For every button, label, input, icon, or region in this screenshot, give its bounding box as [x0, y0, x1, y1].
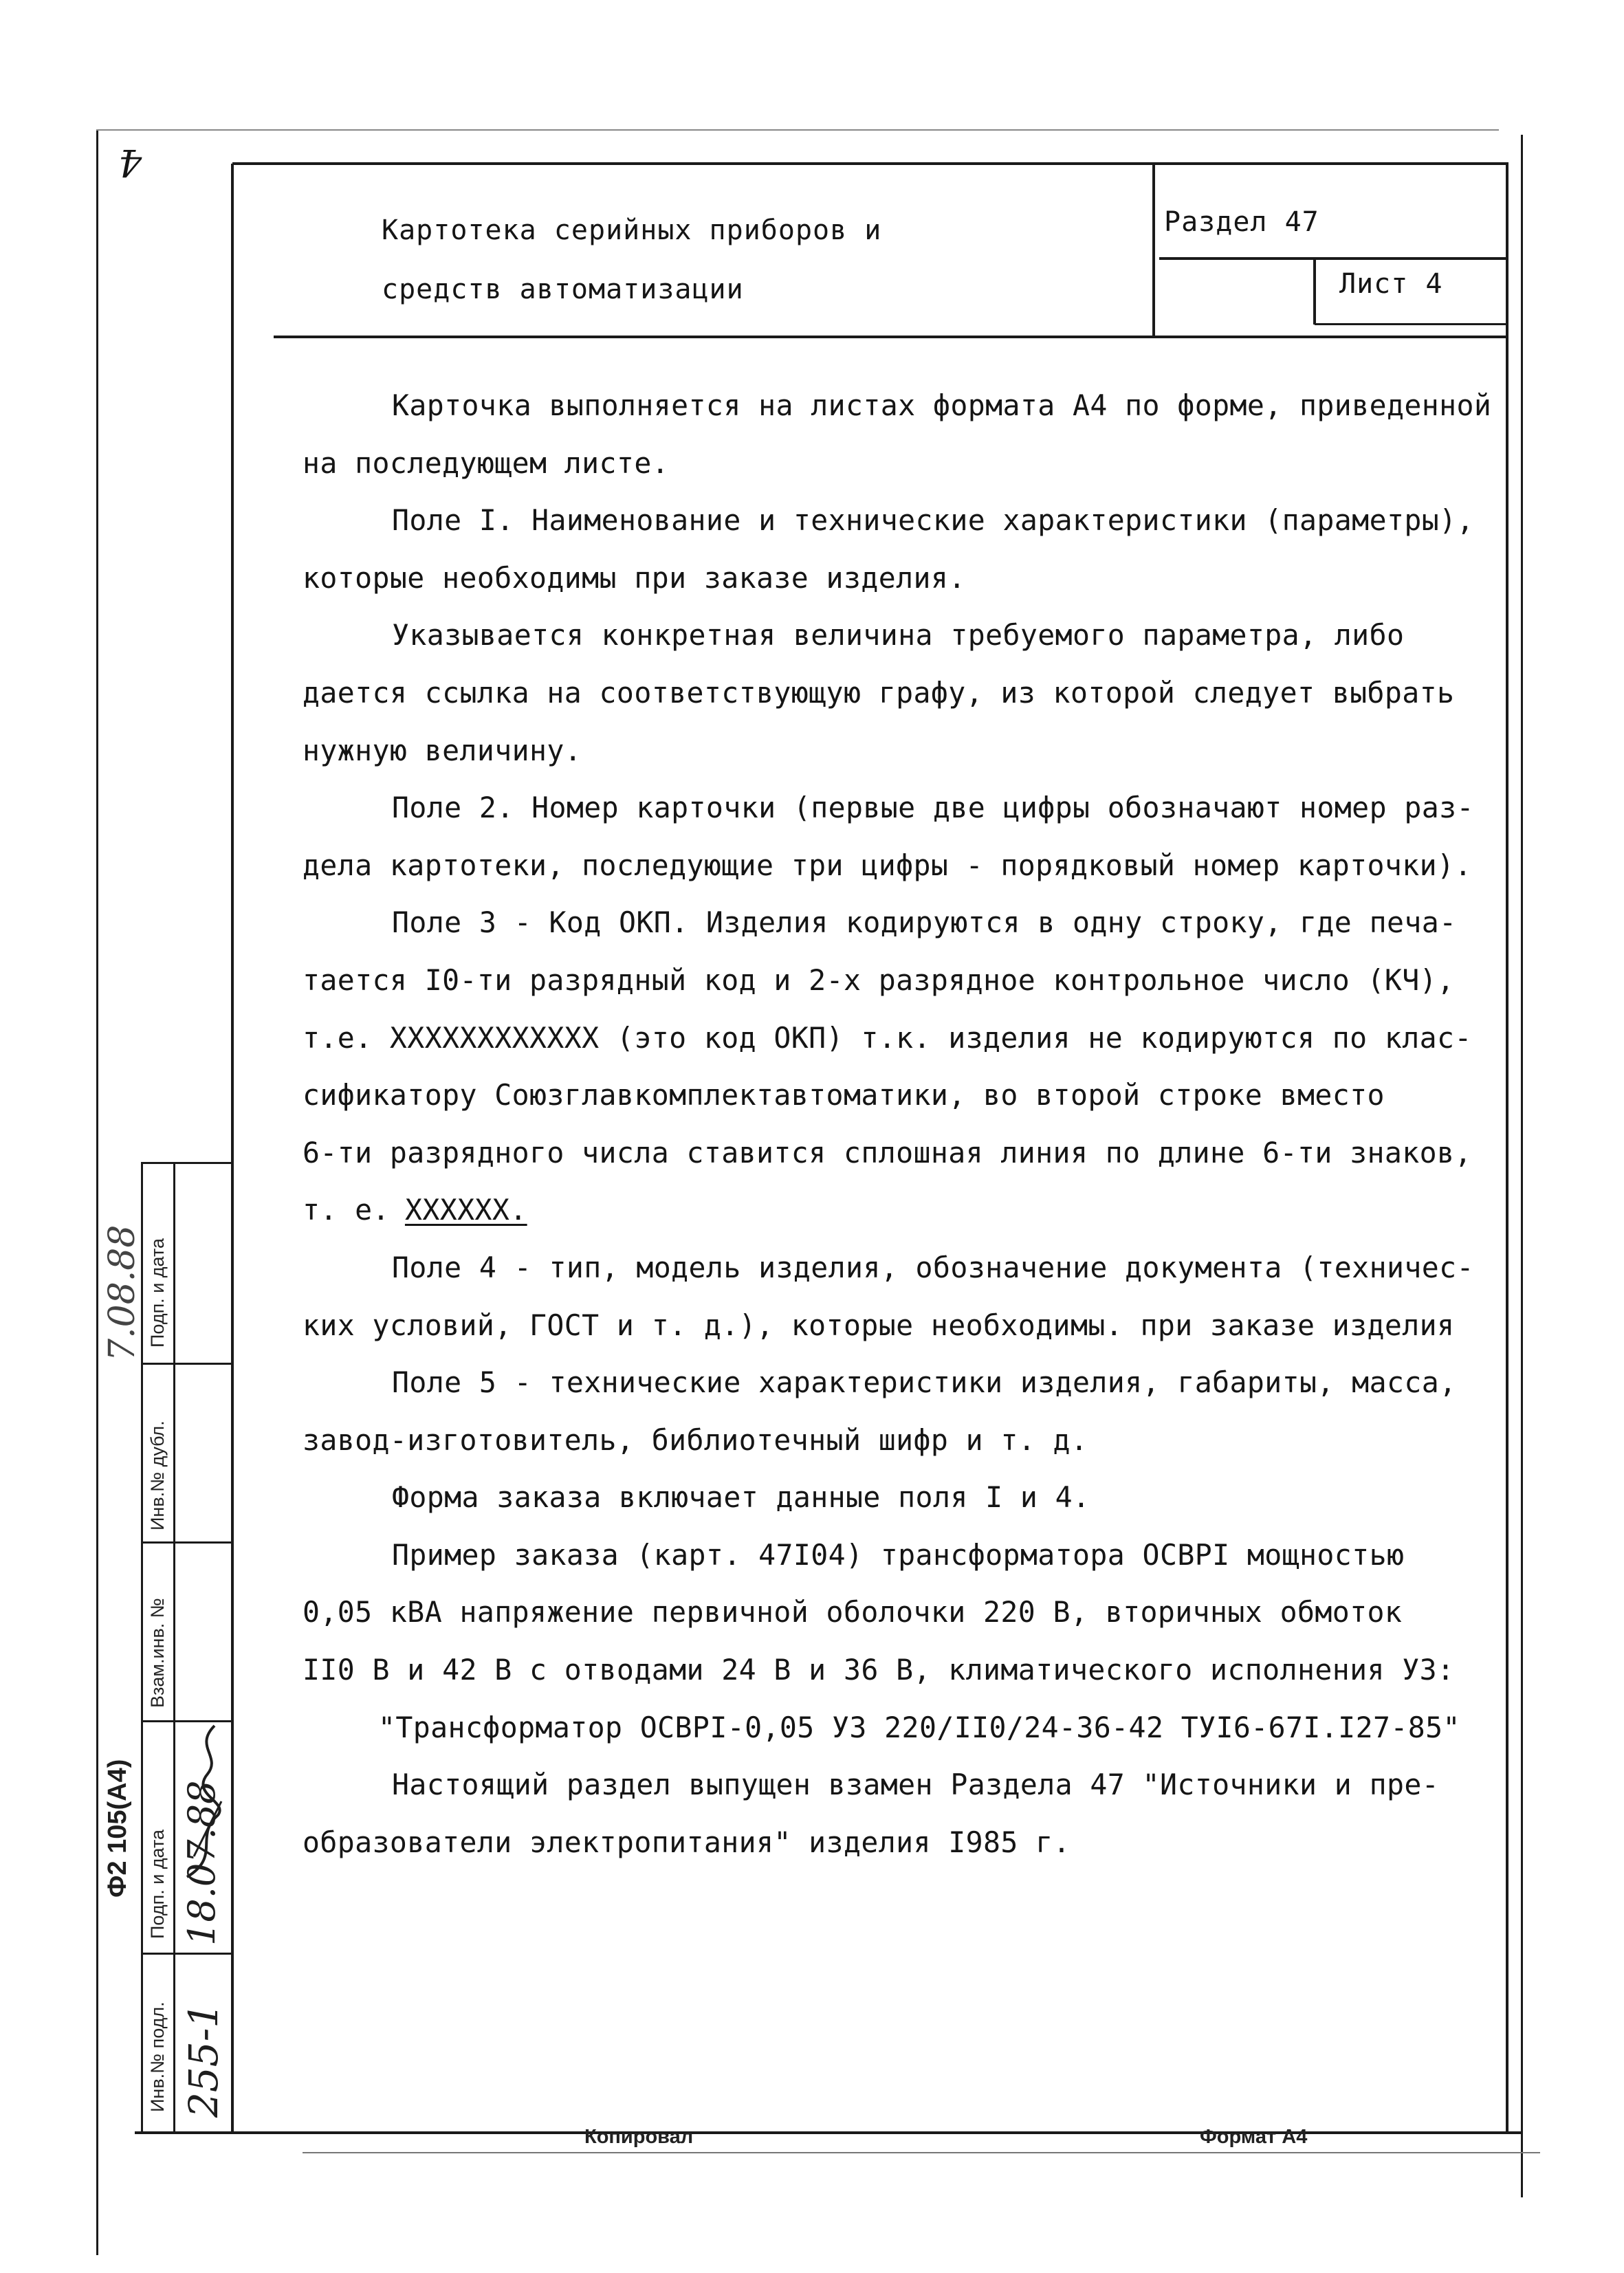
frame-bottom — [135, 2131, 1521, 2134]
handwritten-sign-date: 18.07.88 — [180, 1780, 223, 1946]
stamp-label-zam-inv: Взам.инв. № — [147, 1598, 168, 1708]
text-line: Поле 4 - тип, модель изделия, обозначение документа (техничес- — [392, 1250, 1474, 1284]
header-title-line1: Картотека серийных приборов и — [382, 215, 882, 246]
text-line: сификатору Союзглавкомплектавтоматики, во второй строке вместо — [303, 1078, 1385, 1112]
text-line: Форма заказа включает данные поля I и 4. — [392, 1480, 1090, 1515]
sheet-cell-divider — [1313, 259, 1316, 325]
text-line: нужную величину. — [303, 733, 582, 767]
stamp-row-line — [141, 1363, 231, 1365]
text-line: тается I0-ти разрядный код и 2-х разрядное контрольное число (КЧ), — [303, 963, 1455, 997]
text-line: Поле 5 - технические характеристики изделия, габариты, масса, — [392, 1365, 1457, 1400]
outer-frame-left — [96, 131, 98, 2255]
title-block-underline — [274, 336, 1506, 338]
text-line: дела картотеки, последующие три цифры - порядковый номер карточки). — [303, 848, 1472, 882]
sheet-cell-bottom — [1315, 323, 1506, 325]
header-title-line2: средств автоматизации — [382, 274, 744, 305]
stamp-row-line — [141, 1541, 231, 1544]
signature-icon — [180, 1719, 230, 1884]
text-line: т.е. XXXXXXXXXXXX (это код ОКП) т.к. изделия не кодируются по клас- — [303, 1020, 1472, 1055]
stamp-label-sign-date: Подп. и дата — [147, 1829, 168, 1939]
text-line: II0 В и 42 В с отводами 24 В и 36 В, климатического исполнения УЗ: — [303, 1653, 1455, 1687]
text-line-part: т. е. — [303, 1193, 390, 1227]
text-line: Настоящий раздел выпущен взамен Раздела 47 "Источники и пре- — [392, 1768, 1440, 1802]
frame-top — [232, 162, 1506, 165]
text-line: Пример заказа (карт. 47I04) трансформатора ОСВРI мощностью — [392, 1537, 1405, 1572]
text-line: Поле 3 - Код ОКП. Изделия кодируются в одну строку, где печа- — [392, 905, 1457, 940]
text-line: на последующем листе. — [303, 446, 670, 480]
text-line: ких условий, ГОСТ и т. д.), которые необходимы. при заказе изделия — [303, 1308, 1455, 1342]
title-block-divider — [1152, 164, 1155, 337]
text-line: 0,05 кВА напряжение первичной оболочки 220 В, вторичных обмоток — [303, 1595, 1403, 1629]
footer-format-label: Формат А4 — [1200, 2126, 1308, 2148]
text-line: Указывается конкретная величина требуемого параметра, либо — [392, 618, 1405, 652]
footer-copied-label: Копировал — [584, 2126, 694, 2148]
outer-frame-right — [1521, 135, 1523, 2197]
text-line: 6-ти разрядного числа ставится сплошная линия по длине 6-ти знаков, — [303, 1135, 1472, 1170]
text-line: Карточка выполняется на листах формата А4 по форме, приведенной — [392, 388, 1492, 422]
outer-frame-top — [96, 129, 1499, 131]
text-line: образователи электропитания" изделия I985 г. — [303, 1825, 1071, 1859]
text-line: дается ссылка на соответствующую графу, из которой следует выбрать — [303, 675, 1455, 710]
form-code: Ф2 105(А4) — [103, 1759, 132, 1898]
stamp-label-divider — [173, 1163, 175, 2134]
text-line: завод-изготовитель, библиотечный шифр и т. д. — [303, 1423, 1088, 1457]
text-line: Поле 2. Номер карточки (первые две цифры обозначают номер раз- — [392, 791, 1474, 825]
footer-line — [303, 2152, 1540, 2153]
section-row-line — [1159, 257, 1506, 260]
text-line: "Трансформатор ОСВРI-0,05 УЗ 220/II0/24-36-42 ТУI6-67I.I27-85" — [378, 1710, 1460, 1744]
text-line: Поле I. Наименование и технические характеристики (параметры), — [392, 503, 1474, 538]
frame-left — [231, 164, 234, 2133]
corner-mark: 4 — [118, 141, 142, 184]
stamp-label-inv-podl: Инв.№ подл. — [147, 2001, 168, 2112]
sheet-label: Лист 4 — [1339, 268, 1443, 300]
body-text — [303, 377, 1519, 1871]
text-line — [303, 1181, 1519, 1239]
text-line: которые необходимы при заказе изделия. — [303, 560, 966, 595]
section-label: Раздел 47 — [1164, 206, 1319, 238]
handwritten-inv-number: 255-1 — [180, 2002, 227, 2118]
stamp-top-line — [141, 1162, 231, 1164]
stamp-row-line — [141, 1953, 231, 1955]
stamp-label-sign-date-top: Подп. и дата — [147, 1238, 168, 1348]
handwritten-top-signature: 7.08.88 — [102, 1225, 143, 1361]
underlined-code: XXXXXX. — [404, 1193, 527, 1227]
stamp-label-inv-dubl: Инв.№ дубл. — [147, 1420, 168, 1530]
